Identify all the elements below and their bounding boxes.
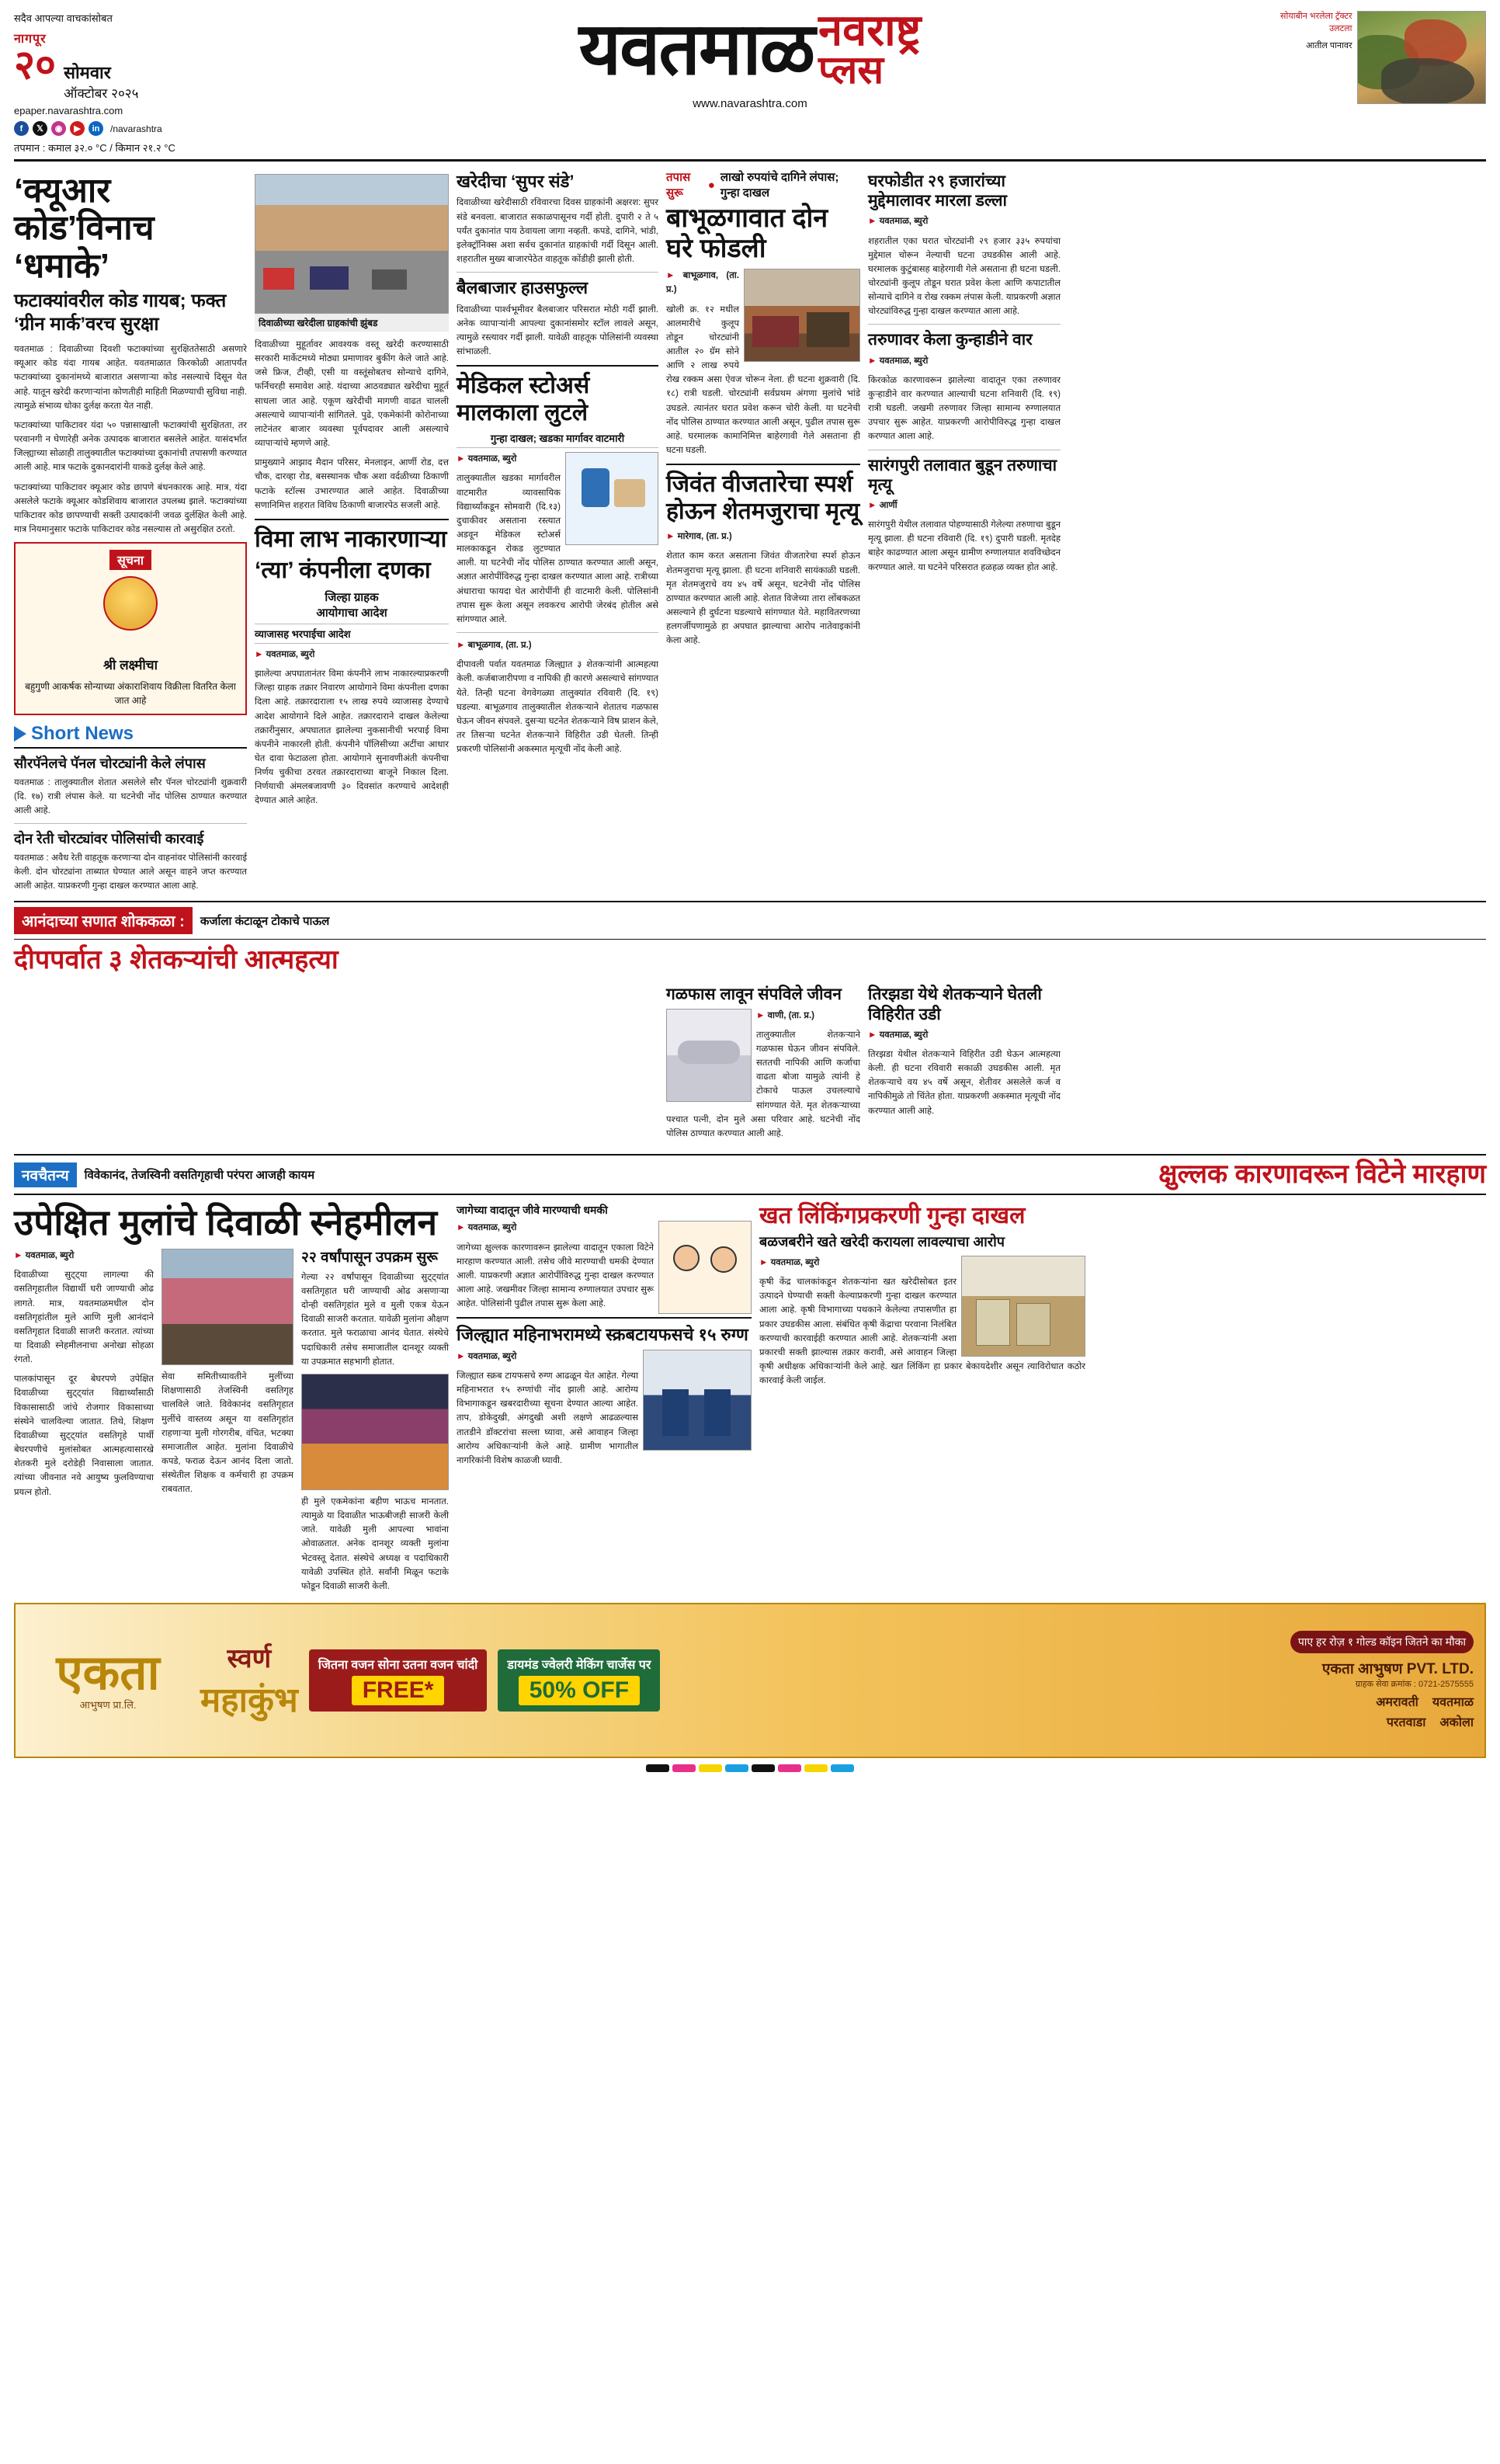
- ad-brand-sub: आभुषण प्रा.लि.: [79, 1698, 137, 1711]
- lead-para-5: प्रामुख्याने आझाद मैदान परिसर, मेनलाइन, आर्णी रोड, दत्त चौक, दारव्हा रोड, बसस्थानक चौक अशा वर्दळीच्या ठिकाणी फटाके स्टॉल्स उभारण्यात आले आहेत. दिवाळीच्या सणानिमित्त शहरात विविध ठिकाणी बाजारपेठ सजली आहे.: [255, 458, 449, 510]
- lead-photo: [255, 174, 449, 314]
- bottom-grid: [14, 1203, 1486, 1593]
- fertilizer-body: ► यवतमाळ, ब्युरो कृषी केंद्र चालकांकडून शेतकऱ्यांना खत खरेदीसोबत इतर उत्पादने घेण्याची सक्ती केल्याप्रकरणी गुन्हा दाखल करण्यात आला आहे. कृषी विभागाच्या पथकाने केलेल्या तपासणीत हा प्रकार उघडकीस आला. संबंधित कृषी केंद्राचा परवाना निलंबित करण्याची कारवाईही करण्यात आली आहे. शेतकऱ्यांनी अशा प्रकारची सक्ती झाल्यास तक्रार करावी, असे आवाहन जिल्हा कृषी अधीक्षक अधिकाऱ्यांनी केले आहे. खत लिंकिंग हा प्रकार बेकायदेशीर असून त्याविरोधात कठोर कारवाई केली जाईल.: [759, 1256, 1085, 1388]
- burglary-kicker-rest: लाखो रुपयांचे दागिने लंपास; गुन्हा दाखल: [720, 171, 839, 200]
- burglary-kicker-red: तपास सुरू: [666, 171, 691, 200]
- masthead-city: नागपूर: [14, 33, 47, 46]
- pills-photo: [666, 1009, 752, 1102]
- housebreak-dateline: यवतमाळ, ब्युरो: [879, 217, 929, 227]
- band-kicker: आनंदाच्या सणात शोककळा :: [14, 907, 193, 934]
- burglary-head: बाभूळगावात दोन घरे फोडली: [666, 203, 828, 264]
- lead-photo-figure: [255, 174, 449, 332]
- lead-para-1: यवतमाळ : दिवाळीच्या दिवशी फटाक्यांच्या सुरक्षिततेसाठी असणारे क्यूआर कोड यंदा गायब आहेत. यवतमाळात किरकोळी आतापर्यंत फटाक्यांच्या दुकानांमध्ये बाजारात असणाऱ्या कोड नसल्याचे दिसून येत आहे. यातून खरेदी करणाऱ्यांना कोणतीही माहिती मिळण्याची सुविधा नाही. त्यामुळे संभाव्य धोका दुर्लक्ष करता येत नाही.: [14, 345, 247, 411]
- lead-body: [14, 342, 247, 537]
- hanging-dateline: वाणी, (ता. प्र.): [767, 1010, 814, 1020]
- drowning-head: सारंगपुरी तलावात बुडून तरुणाचा मृत्यू: [868, 456, 1057, 494]
- fertilizer-figure: [961, 1256, 1085, 1357]
- supersunday-head: खरेदीचा ‘सुपर संडे’: [457, 172, 575, 191]
- supersunday-body: दिवाळीच्या खरेदीसाठी रविवारचा दिवस ग्राहकांनी अक्षरश: सुपर संडे बनवला. बाजारात सकाळपासूनच गर्दी होती. दुपारी २ ते ५ पर्यंत दुकानांत पाय ठेवायला जागा नव्हती. कपडे, दागिने, भांडी, इलेक्ट्रॉनिक्स अशा सर्वच दुकानांत ग्राहकांची गर्दी दिसून आली. शहरातील मुख्य बाजारपेठेत वाहतूक कोंडीही झाली होती.: [457, 198, 658, 265]
- masthead-strapline: सदैव आपल्या वाचकांसोबत: [14, 12, 113, 24]
- short-news-item-1: [14, 755, 247, 818]
- bottom-col-left: [14, 1203, 449, 1593]
- short-news-head-2: दोन रेती चोरट्यांवर पोलिसांची कारवाई: [14, 831, 204, 847]
- drowning-dateline: आर्णी: [879, 500, 898, 510]
- ad-kumbh-line1: स्वर्ण: [227, 1644, 272, 1673]
- housebreak-head: घरफोडीत २९ हजारांच्या मुद्देमालावर मारला डल्ला: [868, 172, 1007, 210]
- farmer-suicide-band: [14, 901, 1486, 940]
- bricks-assault-body: ► यवतमाळ, ब्युरो जागेच्या क्षुल्लक कारणावरून झालेल्या वादातून एकाला विटेने मारहाण करण्यात आली. तसेच जीवे मारण्याची धमकी देण्यात आली. याप्रकरणी अज्ञात आरोपींविरुद्ध गुन्हा दाखल करण्यात आला आहे. जखमीवर जिल्हा सामान्य रुग्णालयात उपचार सुरू आहेत. पोलिसांनी पुढील तपास सुरू केला आहे.: [457, 1221, 752, 1311]
- ad-offer-1-free: FREE*: [352, 1676, 445, 1705]
- lead-subhead: फटाक्यांवरील कोड गायब; फक्त ‘ग्रीन मार्क’वरच सुरक्षा: [14, 290, 227, 335]
- notice-title: सूचना: [109, 550, 151, 570]
- column-2: [255, 169, 449, 893]
- website-url[interactable]: www.navarashtra.com: [693, 96, 807, 110]
- ad-offer-1-line: जितना वजन सोना उतना वजन चांदी: [318, 1658, 478, 1672]
- youtube-icon[interactable]: ▶: [70, 121, 85, 136]
- scrub-text: जिल्ह्यात स्क्रब टायफसचे रुग्ण आढळून येत आहेत. गेल्या महिनाभरात १५ रुग्णांची नोंद झाली आहे. आरोग्य विभागाकडून खबरदारीच्या सूचना देण्यात आल्या आहेत. ताप, डोकेदुखी, अंगदुखी अशी लक्षणे आढळल्यास तातडीने डॉक्टरांचा सल्ला घ्यावा, असे आवाहन जिल्हा आरोग्य अधिकाऱ्यांनी केले आहे. ग्रामीण भागातील नागरिकांनी विशेष काळजी घ्यावी.: [457, 1371, 638, 1465]
- masthead-dateline: [14, 43, 239, 102]
- epaper-url[interactable]: epaper.navarashtra.com: [14, 105, 123, 116]
- navvaitanya-band: [14, 1154, 1486, 1195]
- lead-para-2: फटाक्यांच्या पाकिटावर यंदा ५० पन्नासाखाली फटाक्यांची सुरक्षितता, तर परवानगी न घेणारेही अनेक उत्पादक बाजारात बसलेले आहेत. यासंदर्भात जिल्ह्याच्या सोळाही तालुक्यातील फटाक्यांच्या दुकानांची तपासणी करण्यात आली आहे. मात्र फटाके दुकानदारांनी याकडे दुर्लक्ष केले आहे.: [14, 420, 247, 473]
- diwali-meet-p2: पालकांपासून दूर बेघरपणे उपेक्षित दिवाळीच्या सुट्ट्यांत विद्यार्थ्यांसाठी विकासासाठी जांचे रोजगार विकासाच्या संस्थेने चालविल्या जातात. तिथे, शिक्षण दिवाळीच्या सुट्ट्यांत वसतिगृहे पार्थी बेघरपणीचे मुलांसोबत आत्महत्यासारखे शेतकरी मुले दरोडेही निवासाला जातात. त्यांच्या जीवनात नवे आयुष्य फुलविण्याचा प्रयत्न होतो.: [14, 1374, 154, 1497]
- well-jump-body: ► यवतमाळ, ब्युरो तिरझडा येथील शेतकऱ्याने विहिरीत उडी घेऊन आत्महत्या केली. ही घटना रविवारी सकाळी उघडकीस आली. मृत शेतकऱ्याचे वय ४५ वर्षे असून, शेतीवर असलेले कर्ज व नापिकीमुळे तो चिंतेत होता. याप्रकरणी अकस्मात मृत्यूची नोंद करण्यात आली आहे.: [868, 1028, 1061, 1118]
- short-news-body-2: यवतमाळ : अवैध रेती वाहतूक करणाऱ्या दोन वाहनांवर पोलिसांनी कारवाई केली. दोन चोरट्यांना ताब्यात घेण्यात आले असून वाहने जप्त करण्यात आली आहेत. याप्रकरणी गुन्हा दाखल करण्यात आला आहे.: [14, 853, 247, 891]
- farmer-suicide-head: दीपपर्वात ३ शेतकऱ्यांची आत्महत्या: [14, 945, 339, 975]
- short-news-body-1: यवतमाळ : तालुक्यातील शेतात असलेले सौर पॅनल चोरट्यांनी शुक्रवारी (दि. १७) रात्री लंपास केले. या घटनेची नोंद पोलिस ठाण्यात करण्यात आली आहे.: [14, 777, 247, 815]
- electrocution-body: ► मारेगाव, (ता. प्र.) शेतात काम करत असताना जिवंत वीजतारेचा स्पर्श होऊन शेतमजुराचा मृत्यू झाला. ही घटना शनिवारी सायंकाळी घडली. मृत शेतमजुराचे वय ४५ वर्षे असून, घटनेची नोंद पोलिस ठाण्यात करण्यात आली आहे. शेतात विजेच्या तारा लोंबकळत असल्याने ही दुर्घटना घडल्याचे सांगण्यात येते. महावितरणच्या हलगर्जीपणामुळे हा अपघात झाल्याचा आरोप नातेवाइकांनी केला आहे.: [666, 530, 860, 648]
- column-1: [14, 169, 247, 893]
- burglary-photo: [744, 269, 860, 362]
- ad-right: [1290, 1631, 1474, 1730]
- diwali-meet-p3: सेवा समितीच्यावतीने मुलींच्या शिक्षणासाठी तेजस्विनी वसतिगृह चालविले जाते. विवेकानंद वसतिगृहात मुलींचे वास्तव्य असून या वसतिगृहांत राहणाऱ्या मुली गोरगरीब, वंचित, भटक्या समाजातील आहेत. मुलांना दिवाळीचे कपडे, फराळ देऊन आनंद दिला जातो. संस्थेतील शिक्षक व कर्मचारी हा उपक्रम राबवतात.: [161, 1372, 293, 1495]
- well-jump-text: तिरझडा येथील शेतकऱ्याने विहिरीत उडी घेऊन आत्महत्या केली. ही घटना रविवारी सकाळी उघडकीस आली. मृत शेतकऱ्याचे वय ४५ वर्षे असून, शेतीवर असलेले कर्ज व नापिकीमुळे तो चिंतेत होता. याप्रकरणी अकस्मात मृत्यूची नोंद करण्यात आली आहे.: [868, 1050, 1061, 1116]
- print-registration-colorbar: [14, 1764, 1486, 1772]
- diwali-meet-body: ► यवतमाळ, ब्युरो दिवाळीच्या सुट्ट्या लागल्या की वसतिगृहातील विद्यार्थी घरी जाण्याची ओढ लागते. मात्र, यवतमाळमधील दोन वसतिगृहांतील मुले आणि मुली आनंदाने वसतिगृहात दिवाळी साजरी करतात. त्यांच्या या दिवाळी स्नेहमीलनाचा अनोखा सोहळा रंगतो. पालकांपासून दूर बेघरपणे उपेक्षित दिवाळीच्या सुट्ट्यांत विद्यार्थ्यांसाठी विकासासाठी जांचे रोजगार विकासाच्या संस्थेने चालविल्या जातात. तिथे, शिक्षण दिवाळीच्या सुट्ट्यांत वसतिगृहे पार्थी बेघरपणीचे मुलांसोबत आत्महत्यासारखे शेतकरी मुले दरोडेही निवासाला जातात. त्यांच्या जीवनात नवे आयुष्य फुलविण्याचा प्रयत्न होतो.: [14, 1249, 154, 1500]
- medical-head: मेडिकल स्टोअर्स मालकाला लुटले: [457, 373, 590, 426]
- masthead-day-name: सोमवार: [64, 63, 111, 82]
- bottom-col-mid: [457, 1203, 752, 1593]
- well-jump-head: तिरझडा येथे शेतकऱ्याने घेतली विहिरीत उडी: [868, 985, 1042, 1023]
- cartoon-illustration: [658, 1221, 752, 1314]
- housebreak-body: ► यवतमाळ, ब्युरो शहरातील एका घरात चोरट्यांनी २९ हजार ३३५ रुपयांचा मुद्देमाल चोरून नेल्याची घटना उघडकीस आली आहे. घरमालक कुटुंबासह बाहेरगावी गेले असताना ही घटना घडली. चोरट्यांनी कुलूप तोडून घरात प्रवेश केला आणि कपाटातील सोन्याचे दागिने व रोख रक्कम लंपास केली. याप्रकरणी अज्ञात चोरट्यांविरुद्ध गुन्हा दाखल करण्यात आला आहे.: [868, 214, 1061, 318]
- masthead: [14, 7, 1486, 162]
- suicide-grid: [14, 982, 1486, 1146]
- notice-main-text: श्री लक्ष्मीचा: [102, 658, 158, 673]
- axe-attack-body: ► यवतमाळ, ब्युरो किरकोळ कारणावरून झालेल्या वादातून एका तरुणावर कुऱ्हाडीने वार करण्यात आल्याची घटना शनिवारी (दि. १९) रात्री घडली. जखमी तरुणावर जिल्हा सामान्य रुग्णालयात उपचार सुरू आहेत. याप्रकरणी आरोपीविरुद्ध गुन्हा दाखल करण्यात आला आहे.: [868, 354, 1061, 444]
- insurance-headline-1: विमा लाभ नाकारणाऱ्या: [255, 526, 447, 552]
- scrub-dateline: यवतमाळ, ब्युरो: [467, 1351, 517, 1361]
- short-news-item-2: [14, 830, 247, 893]
- twentytwo-years-body: गेल्या २२ वर्षांपासून दिवाळीच्या सुट्ट्यांत वसतिगृहात घरी जाण्याची ओढ असणाऱ्या दोन्ही वसतिगृहांत मुले व मुली एकत्र येऊन दिवाळी साजरी करतात. यावेळी मुलांना औक्षण करतात. मुले फराळाचा आनंद घेतात. संस्थेचे पदाधिकारी तसेच समाजातील दानशूर व्यक्ती या उपक्रमात सहभागी होतात.: [301, 1272, 449, 1367]
- drowning-body: ► आर्णी सारंगपुरी येथील तलावात पोहण्यासाठी गेलेल्या तरुणाचा बुडून मृत्यू झाला. ही घटना रविवारी (दि. १९) दुपारी घडली. मृतदेह बाहेर काढण्यात आला असून ग्रामीण रुग्णालयात शवविच्छेदन करण्यात आले. या घटनेने परिसरात हळहळ व्यक्त होत आहे.: [868, 499, 1061, 575]
- ad-city-3: परतवाडा: [1386, 1715, 1426, 1729]
- logo-brand-bottom: प्लस: [818, 48, 884, 92]
- column-3: [457, 169, 658, 893]
- lead-para-4: दिवाळीच्या मुहूर्तावर आवश्यक वस्तू खरेदी करण्यासाठी सरकारी मार्केटमध्ये मोठ्या प्रमाणावर बुकींग केले जाते आहे. जसे फ्रिज, टीव्ही, एसी या वस्तूंसोबतच सोन्याचे दागिने, फर्निचरही समावेश आहे. यंदाच्या आठवड्यात खरेदीचा मुहूर्त साधला जात आहे. एकूण खरेदीची मागणी वाढत चालली असल्याचे व्यापाऱ्यांनी सांगितले. पुढे, एकमेकांनी कोरोनाच्या लाटेनंतर बाजार व्यवस्था पूर्वपदावर आली असल्याचे व्यापाऱ्यांचे म्हणणे आहे.: [255, 340, 449, 449]
- police-figure: [643, 1350, 752, 1451]
- short-news-title: Short News: [31, 723, 134, 745]
- column-4: [666, 169, 860, 893]
- hanging-body: ► वाणी, (ता. प्र.) तालुक्यातील शेतकऱ्याने गळफास घेऊन जीवन संपविले. सततची नापिकी आणि कर्जाचा वाढता बोजा यामुळे त्यांनी हे टोकाचे पाऊल उचलल्याचे सांगण्यात येते. मृत शेतकऱ्याच्या पश्चात पत्नी, दोन मुले असा परिवार आहे. घटनेची नोंद पोलिस ठाण्यात करण्यात आली आहे.: [666, 1009, 860, 1141]
- twentytwo-years-head: २२ वर्षांपासून उपक्रम सुरू: [301, 1249, 438, 1267]
- scrub-typhus-body: ► यवतमाळ, ब्युरो जिल्ह्यात स्क्रब टायफसचे रुग्ण आढळून येत आहेत. गेल्या महिनाभरात १५ रुग्णांची नोंद झाली आहे. आरोग्य विभागाकडून खबरदारीच्या सूचना देण्यात आल्या आहेत. ताप, डोकेदुखी, अंगदुखी अशी लक्षणे आढळल्यास तातडीने डॉक्टरांचा सल्ला घ्यावा, असे आवाहन जिल्हा आरोग्य अधिकाऱ्यांनी केले आहे. ग्रामीण भागातील नागरिकांनी विशेष काळजी घ्यावी.: [457, 1350, 752, 1468]
- burglary-text: खोली क्र. १२ मधील आलमारीचे कुलूप तोडून चोरट्यांनी आतील २० ग्रॅम सोने आणि २ लाख रुपये रोख रक्कम असा ऐवज चोरून नेला. ही घटना शुक्रवारी (दि. १८) रात्री घडली. चोरट्यांनी सर्वप्रथम अंगणा मुलांचे भांडे उघडले. त्यानंतर घरात प्रवेश करून चोरी केली. या घटनेची नोंद पोलिस ठाण्यात करण्यात आली असून, पुढील तपास सुरू आहे. घरमालक कामानिमित्त बाहेरगावी गेले असताना ही घटना घडली.: [666, 304, 860, 456]
- logo-brand-top: नवराष्ट्र: [818, 7, 922, 55]
- insurance-text: झालेल्या अपघातानंतर विमा कंपनीने लाभ नाकारल्याप्रकरणी जिल्हा ग्राहक तक्रार निवारण आयोगाने विमा कंपनीला दणका दिला आहे. तक्रारदाराला १५ लाख रुपये व्याजासह देण्याचे आदेश आयोगाने दिले आहेत. तक्रारदाराने दाखल केलेल्या तक्रारीनुसार, अपघातात झालेल्या नुकसानीची भरपाई विमा कंपनीने नाकारली होती. कंपनीने पॉलिसीच्या अटींचा आधार घेत दावा फेटाळला होता. आयोगाने सुनावणीअंती कंपनीचा निर्णय चुकीचा ठरवत तक्रारदाराच्या बाजूने निकाल दिला. निर्णयाची अंमलबजावणी ३० दिवसांत करण्याचे आदेशही देण्यात आले आहेत.: [255, 669, 449, 806]
- logo-title: यवतमाळ: [578, 9, 814, 91]
- scrub-typhus-head: जिल्ह्यात महिनाभरामध्ये स्क्रबटायफसचे १५ रुग्ण: [457, 1325, 748, 1345]
- ad-kumbh-line2: महाकुंभ: [200, 1680, 298, 1719]
- masthead-photo-caption: [1261, 11, 1352, 53]
- burglary-dateline: बाभूळगाव, (ता. प्र.): [666, 271, 739, 295]
- hanging-head: गळफास लावून संपविले जीवन: [666, 985, 842, 1004]
- facebook-icon[interactable]: f: [14, 121, 29, 136]
- navvaitanya-badge: नवचैतन्य: [14, 1162, 77, 1187]
- bricks-assault-head: क्षुल्लक कारणावरून विटेने मारहाण: [1158, 1159, 1486, 1190]
- lead-body-2: [255, 338, 449, 513]
- twitter-x-icon[interactable]: 𝕏: [33, 121, 47, 136]
- column-5: [868, 169, 1061, 893]
- burglary-figure: [744, 269, 860, 362]
- ad-offer-2-off: 50% OFF: [519, 1676, 640, 1705]
- diwali-meet-dateline: यवतमाळ, ब्युरो: [25, 1251, 75, 1261]
- ad-city-1: अमरावती: [1376, 1695, 1418, 1709]
- electrocution-text: शेतात काम करत असताना जिवंत वीजतारेचा स्पर्श होऊन शेतमजुराचा मृत्यू झाला. ही घटना शनिवारी सायंकाळी घडली. मृत शेतमजुराचे वय ४५ वर्षे असून, घटनेची नोंद पोलिस ठाण्यात करण्यात आली आहे. शेतात विजेच्या तारा लोंबकळत असल्याने ही दुर्घटना घडल्याचे सांगण्यात येते. महावितरणच्या हलगर्जीपणामुळे हा अपघात झाल्याचा आरोप नातेवाइकांनी केला आहे.: [666, 551, 860, 646]
- ad-city-2: यवतमाळ: [1432, 1695, 1474, 1709]
- bailbazar-head: बैलबाजार हाउसफुल्ल: [457, 278, 588, 298]
- burglary-kicker: तपास सुरू ● लाखो रुपयांचे दागिने लंपास; गुन्हा दाखल: [666, 169, 860, 200]
- medical-sub: गुन्हा दाखल; खडका मार्गावर वाटमारी: [457, 431, 658, 448]
- medical-dateline: यवतमाळ, ब्युरो: [467, 454, 517, 464]
- electrocution-dateline: मारेगाव, (ता. प्र.): [677, 532, 732, 542]
- social-links[interactable]: [14, 121, 239, 136]
- diwali-meet-p4: ही मुले एकमेकांना बहीण भाऊच मानतात. त्यामुळे या दिवाळीत भाऊबीजही साजरी केली जाते. यावेळी मुली आपल्या भावांना ओवाळतात. अनेक दानशूर व्यक्ती मुलांना भेटवस्तू देतात. संस्थेचे अध्यक्ष व पदाधिकारी यावेळी उपस्थित होते. सर्वांनी मिळून फटाके फोडून दिवाळी साजरी केली.: [301, 1496, 449, 1591]
- well-jump-dateline: यवतमाळ, ब्युरो: [879, 1030, 929, 1040]
- suicide-col3-body: ► बाभूळगाव, (ता. प्र.) दीपावली पर्वात यवतमाळ जिल्ह्यात ३ शेतकऱ्यांनी आत्महत्या केली. कर्जबाजारीपणा व नापिकी ही कारणे असल्याचे सांगण्यात येते. तिन्ही घटना वेगवेगळ्या तालुक्यांत रविवारी (दि. १९) घडल्या. बाभूळगाव तालुक्यातील शेतकऱ्याने शेतातच गळफास घेऊन जीवन संपवले. दुसऱ्या घटनेत शेतकऱ्याने विष प्राशन केले, तर तिसऱ्या घटनेत शेतकऱ्याने विहिरीत उडी घेतली. तिन्ही प्रकरणी पोलिसांनी अकस्मात मृत्यूची नोंद केली आहे.: [457, 638, 658, 756]
- medical-body: ► यवतमाळ, ब्युरो तालुक्यातील खडका मार्गावरील वाटमारीत व्यावसायिक विद्यार्थ्यांकडून सोमवारी (दि.१३) दुचाकीवर असताना रस्त्यात अडवून मेडिकल स्टोअर्स मालकाकडून रोकड लुटण्यात आली. या घटनेची नोंद पोलिस ठाण्यात करण्यात आली असून, अज्ञात आरोपींविरुद्ध गुन्हा दाखल करण्यात आला आहे. रात्रीच्या अंधाराचा फायदा घेत आरोपींनी ही वाटमारी केली. पोलिसांनी तपास सुरू केला असून लवकरच आरोपी जेरबंद होतील असे सांगण्यात आले.: [457, 452, 658, 627]
- axe-attack-dateline: यवतमाळ, ब्युरो: [879, 356, 929, 366]
- electrocution-head: जिवंत वीजतारेचा स्पर्श होऊन शेतमजुराचा मृत्यू: [666, 471, 860, 524]
- masthead-photo-more[interactable]: आतील पानावर: [1305, 40, 1352, 50]
- masthead-logo: [247, 7, 1253, 92]
- lead-photo-caption: दिवाळीच्या खरेदीला ग्राहकांची झुंबड: [255, 314, 449, 332]
- masthead-photo-caption-text: सोयाबीन भरलेला ट्रॅक्टर उलटला: [1280, 12, 1352, 33]
- ad-offer-1: [309, 1649, 488, 1712]
- diwali-meet-p1: दिवाळीच्या सुट्ट्या लागल्या की वसतिगृहातील विद्यार्थी घरी जाण्याची ओढ लागते. मात्र, यवतमाळमधील दोन वसतिगृहांतील मुले आणि मुली आनंदाने वसतिगृहात दिवाळी साजरी करतात. त्यांच्या या दिवाळी स्नेहमीलनाचा अनोखा सोहळा रंगतो.: [14, 1270, 154, 1365]
- bricks-text: जागेच्या क्षुल्लक कारणावरून झालेल्या वादातून एकाला विटेने मारहाण करण्यात आली. तसेच जीवे मारण्याची धमकी देण्यात आली. याप्रकरणी अज्ञात आरोपींविरुद्ध गुन्हा दाखल करण्यात आला आहे. जखमीवर जिल्हा सामान्य रुग्णालयात उपचार सुरू आहेत. पोलिसांनी पुढील तपास सुरू केला आहे.: [457, 1242, 654, 1309]
- masthead-date: ऑक्टोबर २०२५: [64, 86, 139, 101]
- medical-figure: [565, 452, 658, 545]
- insurance-sub-1: जिल्हा ग्राहक: [325, 590, 379, 604]
- ad-cities-2: [1290, 1713, 1474, 1730]
- ad-gold-coin-offer: पाए हर रोज़ १ गोल्ड कॉइन जितने का मौका: [1290, 1631, 1474, 1653]
- medical-text: तालुक्यातील खडका मार्गावरील वाटमारीत व्यावसायिक विद्यार्थ्यांकडून सोमवारी (दि.१३) दुचाकीवर असताना रस्त्यात अडवून मेडिकल स्टोअर्स मालकाकडून रोकड लुटण्यात आली. या घटनेची नोंद पोलिस ठाण्यात करण्यात आली असून, अज्ञात आरोपींविरुद्ध गुन्हा दाखल करण्यात आला आहे. रात्रीच्या अंधाराचा फायदा घेत आरोपींनी ही वाटमारी केली. पोलिसांनी तपास सुरू केला असून लवकरच आरोपी जेरबंद होतील असे सांगण्यात आले.: [457, 474, 658, 624]
- ad-logo: [26, 1646, 189, 1712]
- ad-contact: ग्राहक सेवा क्रमांक : 0721-2575555: [1355, 1679, 1474, 1689]
- fertilizer-text: कृषी केंद्र चालकांकडून शेतकऱ्यांना खत खरेदीसोबत इतर उत्पादने घेण्याची सक्ती केल्याप्रकरणी गुन्हा दाखल करण्यात आला आहे. कृषी विभागाच्या पथकाने केलेल्या तपासणीत हा प्रकार उघडकीस आला. संबंधित कृषी केंद्राचा परवाना निलंबित करण्याची कारवाईही करण्यात आली आहे. शेतकऱ्यांनी अशा प्रकारची सक्ती झाल्यास तक्रार करावी, असे आवाहन जिल्हा कृषी अधीक्षक अधिकाऱ्यांनी केले आहे. खत लिंकिंग हा प्रकार बेकायदेशीर असून त्याविरोधात कठोर कारवाई केली जाईल.: [759, 1277, 1085, 1386]
- housebreak-text: शहरातील एका घरात चोरट्यांनी २९ हजार ३३५ रुपयांचा मुद्देमाल चोरून नेल्याची घटना उघडकीस आली आहे. घरमालक कुटुंबासह बाहेरगावी गेले असताना ही घटना घडली. चोरट्यांनी कुलूप तोडून घरात प्रवेश केला आणि कपाटातील सोन्याचे दागिने व रोख रक्कम लंपास केली. याप्रकरणी अज्ञात चोरट्यांविरुद्ध गुन्हा दाखल करण्यात आला आहे.: [868, 236, 1061, 317]
- masthead-day-number: २०: [14, 43, 57, 88]
- bottom-advertisement[interactable]: [14, 1603, 1486, 1758]
- cartoon-figure: [658, 1221, 752, 1314]
- pills-figure: [666, 1009, 752, 1102]
- fertilizer-sub: बळजबरीने खते खरेदी करायला लावल्याचा आरोप: [759, 1234, 1005, 1250]
- notice-box: [14, 542, 247, 715]
- medical-illustration: [565, 452, 658, 545]
- band-kicker-2: कर्जाला कंटाळून टोकाचे पाऊल: [200, 914, 330, 928]
- masthead-left: [14, 11, 247, 155]
- masthead-center: [247, 7, 1253, 110]
- logo-brand: [818, 7, 922, 92]
- fertilizer-photo: [961, 1256, 1085, 1357]
- instagram-icon[interactable]: ◉: [51, 121, 66, 136]
- hanging-text: तालुक्यातील शेतकऱ्याने गळफास घेऊन जीवन संपविले. सततची नापिकी आणि कर्जाचा वाढता बोजा यामुळे त्यांनी हे टोकाचे पाऊल उचलल्याचे सांगण्यात येते. मृत शेतकऱ्याच्या पश्चात पत्नी, दोन मुले असा परिवार आहे. घटनेची नोंद पोलिस ठाण्यात करण्यात आली आहे.: [666, 1030, 860, 1138]
- navvaitanya-strap: विवेकानंद, तेजस्विनी वसतिगृहाची परंपरा आजही कायम: [84, 1168, 315, 1182]
- bailbazar-body: दिवाळीच्या पार्श्वभूमीवर बैलबाजार परिसरात मोठी गर्दी झाली. अनेक व्यापाऱ्यांनी आपल्या दुकानांसमोर स्टॉल लावले असून, त्यामुळे रस्त्यावर गर्दी झाली. यावेळी वाहतूक पोलिसांनी व्यवस्था सांभाळली.: [457, 304, 658, 357]
- ad-offer-2-line: डायमंड ज्वेलरी मेकिंग चार्जेस पर: [507, 1658, 651, 1672]
- fertilizer-dateline: यवतमाळ, ब्युरो: [770, 1257, 820, 1267]
- suicide-text: दीपावली पर्वात यवतमाळ जिल्ह्यात ३ शेतकऱ्यांनी आत्महत्या केली. कर्जबाजारीपणा व नापिकी ही कारणे असल्याचे सांगण्यात येते. तिन्ही घटना वेगवेगळ्या तालुक्यांत रविवारी (दि. १९) घडल्या. बाभूळगाव तालुक्यातील शेतकऱ्याने शेतातच गळफास घेऊन जीवन संपवले. दुसऱ्या घटनेत शेतकऱ्याने विष प्राशन केले, तर तिसऱ्या घटनेत शेतकऱ्याने विहिरीत उडी घेतली. तिन्ही प्रकरणी पोलिसांनी अकस्मात मृत्यूची नोंद केली आहे.: [457, 660, 658, 755]
- suicide-dateline: बाभूळगाव, (ता. प्र.): [467, 641, 532, 651]
- ad-cities: [1290, 1693, 1474, 1710]
- arrow-icon: [14, 726, 26, 742]
- ad-offer-2: [498, 1649, 660, 1712]
- fertilizer-head: खत लिंकिंगप्रकरणी गुन्हा दाखल: [759, 1203, 1026, 1229]
- insurance-body: ► यवतमाळ, ब्युरो झालेल्या अपघातानंतर विमा कंपनीने लाभ नाकारल्याप्रकरणी जिल्हा ग्राहक तक्रार निवारण आयोगाने विमा कंपनीला दणका दिला आहे. तक्रारदाराला १५ लाख रुपये व्याजासह देण्याचे आदेश आयोगाने दिले आहेत. तक्रारदाराने दाखल केलेल्या तक्रारीनुसार, अपघातात झालेल्या नुकसानीची भरपाई विमा कंपनीने नाकारली होती. कंपनीने पॉलिसीच्या अटींचा आधार घेत दावा फेटाळला होता. आयोगाने सुनावणीअंती कंपनीचा निर्णय चुकीचा ठरवत तक्रारदाराच्या बाजूने निकाल दिला. निर्णयाची अंमलबजावणी ३० दिवसांत करण्याचे आदेशही देण्यात आले आहेत.: [255, 648, 449, 808]
- lead-para-3: फटाक्यांच्या पाकिटावर क्यूआर कोड छापणे बंधनकारक आहे. मात्र, यंदा असलेले फटाके क्यूआर कोडशिवाय बाजारात उपलब्ध झाले. फटाक्यांच्या पाकिटावर कोड छापण्याची सक्ती उत्पादकांनी जवळ दुर्लक्षित केली आहे. मात्र नियमानुसार फटाके पाकिटावर कोड नसल्यास तो असुरक्षित ठरतो.: [14, 482, 247, 535]
- burglary-body: ► बाभूळगाव, (ता. प्र.) खोली क्र. १२ मधील आलमारीचे कुलूप तोडून चोरट्यांनी आतील २० ग्रॅम सोने आणि २ लाख रुपये रोख रक्कम असा ऐवज चोरून नेला. ही घटना शुक्रवारी (दि. १८) रात्री घडली. चोरट्यांनी सर्वप्रथम अंगणा मुलांचे भांडे उघडले. त्यानंतर घरात प्रवेश करून चोरी केली. या घटनेची नोंद पोलिस ठाण्यात करण्यात आली असून, पुढील तपास सुरू आहे. घरमालक कामानिमित्त बाहेरगावी गेले असताना ही घटना घडली.: [666, 269, 860, 457]
- main-grid: [14, 169, 1486, 893]
- bricks-assault-sub: जागेच्या वादातून जीवे मारण्याची धमकी: [457, 1204, 608, 1217]
- diwali-meet-head: उपेक्षित मुलांचे दिवाळी स्नेहमीलन: [14, 1202, 437, 1243]
- temperature-line: तपमान : कमाल ३२.० °C / किमान २१.२ °C: [14, 142, 175, 154]
- short-news-head-1: सौरपॅनेलचे पॅनल चोरट्यांनी केले लंपास: [14, 756, 206, 772]
- diwali-kids-photo: [161, 1249, 293, 1365]
- lakshmi-icon: [103, 576, 158, 631]
- suicide-col-e: [868, 982, 1061, 1146]
- insurance-headline-2: ‘त्या’ कंपनीला दणका: [255, 558, 431, 584]
- insurance-sub-3: व्याजासह भरपाईचा आदेश: [255, 624, 449, 644]
- police-illustration: [643, 1350, 752, 1451]
- ad-brand-name: एकता: [56, 1646, 160, 1700]
- axe-attack-text: किरकोळ कारणावरून झालेल्या वादातून एका तरुणावर कुऱ्हाडीने वार करण्यात आल्याची घटना शनिवारी (दि. १९) रात्री घडली. जखमी तरुणावर जिल्हा सामान्य रुग्णालयात उपचार सुरू आहेत. याप्रकरणी आरोपीविरुद्ध गुन्हा दाखल करण्यात आला आहे.: [868, 375, 1061, 442]
- masthead-right: [1253, 11, 1486, 104]
- diwali-fest-photo: [301, 1374, 449, 1490]
- bottom-col-right: [759, 1203, 1085, 1593]
- lead-headline: ‘क्यूआर कोड’विनाच ‘धमाके’: [14, 172, 155, 285]
- axe-attack-head: तरुणावर केला कुन्हाडीने वार: [868, 331, 1033, 349]
- ad-company-name: एकता आभुषण PVT. LTD.: [1321, 1660, 1474, 1677]
- notice-sub-text: बहुगुणी आकर्षक सोन्याच्या अंकाराशिवाय विक्रीला वितरित केला जात आहे: [25, 681, 236, 707]
- drowning-text: सारंगपुरी येथील तलावात पोहण्यासाठी गेलेल्या तरुणाचा बुडून मृत्यू झाला. ही घटना रविवारी (दि. १९) दुपारी घडली. मृतदेह बाहेर काढण्यात आला असून ग्रामीण रुग्णालयात शवविच्छेदन करण्यात आले. या घटनेने परिसरात हळहळ व्यक्त होत आहे.: [868, 520, 1061, 572]
- insurance-sub-2: आयोगाचा आदेश: [316, 606, 387, 620]
- short-news-header: [14, 723, 247, 749]
- suicide-col-d: [666, 982, 860, 1146]
- social-handle: /navarashtra: [110, 123, 162, 134]
- ad-kumbh: [200, 1639, 298, 1722]
- insurance-dateline: यवतमाळ, ब्युरो: [266, 649, 315, 659]
- bricks-dateline: यवतमाळ, ब्युरो: [467, 1223, 517, 1233]
- linkedin-icon[interactable]: in: [89, 121, 103, 136]
- masthead-photo: [1357, 11, 1487, 104]
- ad-city-4: अकोला: [1439, 1715, 1474, 1729]
